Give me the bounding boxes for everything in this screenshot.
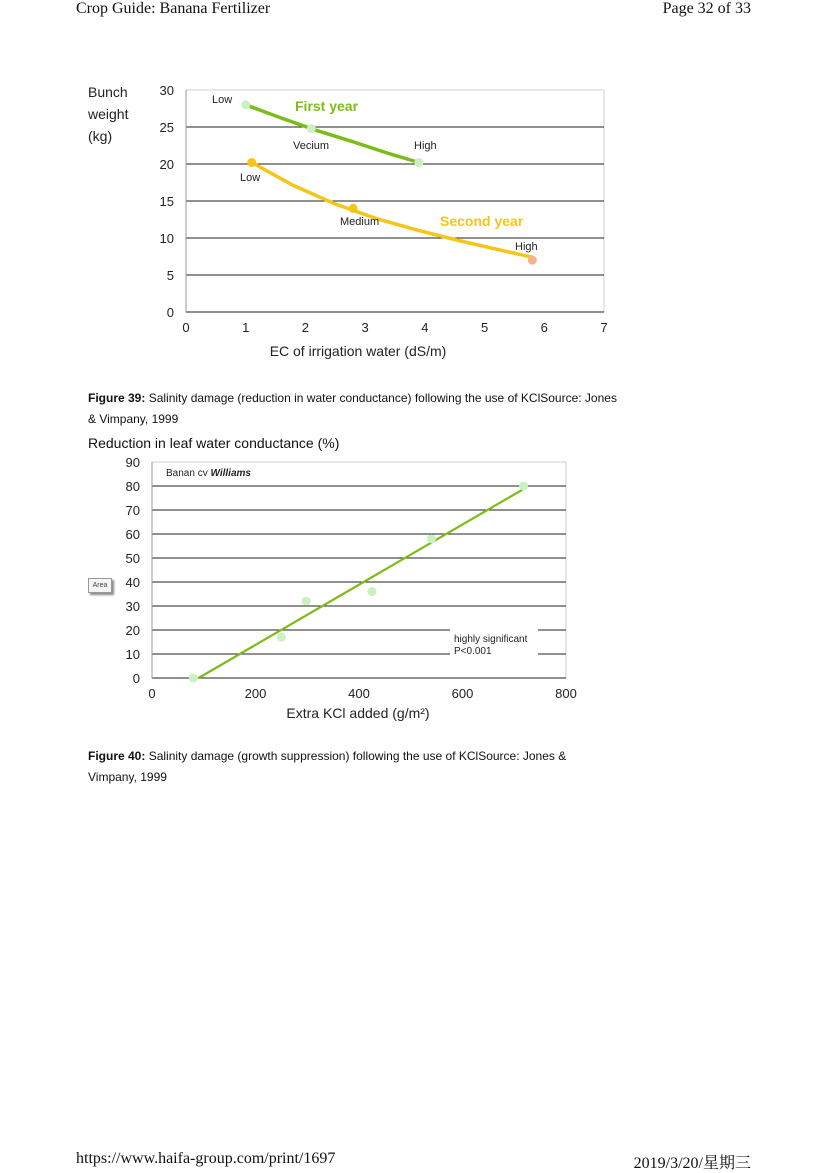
data-point xyxy=(367,587,376,596)
data-point xyxy=(349,204,358,213)
y-tick-label: 30 xyxy=(159,83,174,98)
figure-39-caption xyxy=(88,388,618,430)
series-label-second-year: Second year xyxy=(440,213,524,229)
y-tick-label: 20 xyxy=(159,157,174,172)
conductance-chart xyxy=(110,452,590,727)
x-tick-label: 6 xyxy=(540,320,548,335)
y-tick-label: 30 xyxy=(125,599,140,614)
y-axis-label: Bunch xyxy=(88,84,128,100)
x-tick-label: 5 xyxy=(480,320,489,335)
y-tick-label: 5 xyxy=(166,268,174,283)
page-url: https://www.haifa-group.com/print/1697 xyxy=(76,1150,336,1167)
figure-39-text: Salinity damage (reduction in water conductance) following the use of KClSource: Jones & Vimpany, 1999 xyxy=(88,391,617,426)
x-tick-label: 4 xyxy=(421,320,429,335)
x-tick-label: 400 xyxy=(348,686,370,701)
annotation-text: P<0.001 xyxy=(454,646,492,657)
y-tick-label: 70 xyxy=(125,503,140,518)
y-axis-label: weight xyxy=(88,106,129,122)
data-point xyxy=(189,674,198,683)
point-label: High xyxy=(515,241,538,253)
x-tick-label: 600 xyxy=(451,686,474,701)
figure-40-text: Salinity damage (growth suppression) following the use of KClSource: Jones & Vimpany, 1999 xyxy=(88,749,567,784)
y-tick-label: 25 xyxy=(159,120,174,135)
x-axis-label: Extra KCl added (g/m²) xyxy=(286,705,430,721)
y-tick-label: 20 xyxy=(125,623,140,638)
y-axis-label: (kg) xyxy=(88,128,113,144)
figure-40-label: Figure 40: xyxy=(88,749,146,763)
data-point xyxy=(528,256,537,265)
x-tick-label: 200 xyxy=(244,686,267,701)
series-label-first-year: First year xyxy=(295,98,359,114)
x-tick-label: 7 xyxy=(600,320,608,335)
x-tick-label: 0 xyxy=(148,686,156,701)
annotation-text: highly significant xyxy=(454,634,528,645)
data-point xyxy=(277,633,286,642)
legend-label: Banan cv Williams xyxy=(166,468,251,479)
y-tick-label: 80 xyxy=(125,479,140,494)
bunch-weight-chart xyxy=(80,78,620,368)
data-point xyxy=(302,597,311,606)
y-tick-label: 50 xyxy=(125,551,140,566)
x-axis-label: EC of irrigation water (dS/m) xyxy=(269,343,447,359)
data-point xyxy=(307,124,316,133)
data-point xyxy=(414,158,423,167)
series-line xyxy=(252,163,533,258)
data-point xyxy=(247,158,256,167)
y-tick-label: 60 xyxy=(125,527,140,542)
conductance-chart-title: Reduction in leaf water conductance (%) xyxy=(88,435,340,451)
x-tick-label: 1 xyxy=(242,320,250,335)
point-label: Medium xyxy=(340,216,380,228)
y-tick-label: 90 xyxy=(125,455,140,470)
figure-39-label: Figure 39: xyxy=(88,391,146,405)
page-number: Page 32 of 33 xyxy=(662,0,751,17)
page-header-title: Crop Guide: Banana Fertilizer xyxy=(76,0,271,17)
x-tick-label: 3 xyxy=(361,320,369,335)
x-tick-label: 2 xyxy=(301,320,310,335)
y-tick-label: 0 xyxy=(166,305,174,320)
y-tick-label: 0 xyxy=(132,671,140,686)
y-tick-label: 15 xyxy=(159,194,174,209)
point-label: High xyxy=(414,140,437,152)
area-stub: Area xyxy=(88,578,112,593)
data-point xyxy=(241,100,250,109)
y-tick-label: 10 xyxy=(159,231,174,246)
point-label: Low xyxy=(212,94,233,106)
point-label: Vecium xyxy=(293,140,330,152)
page-date: 2019/3/20/星期三 xyxy=(633,1155,751,1172)
y-tick-label: 10 xyxy=(125,647,140,662)
x-tick-label: 0 xyxy=(182,320,190,335)
point-label: Low xyxy=(240,172,261,184)
data-point xyxy=(427,534,436,543)
y-tick-label: 40 xyxy=(125,575,140,590)
figure-40-caption xyxy=(88,746,618,788)
legend-label-italic: Williams xyxy=(210,468,251,479)
data-point xyxy=(519,482,528,491)
x-tick-label: 800 xyxy=(555,686,577,701)
